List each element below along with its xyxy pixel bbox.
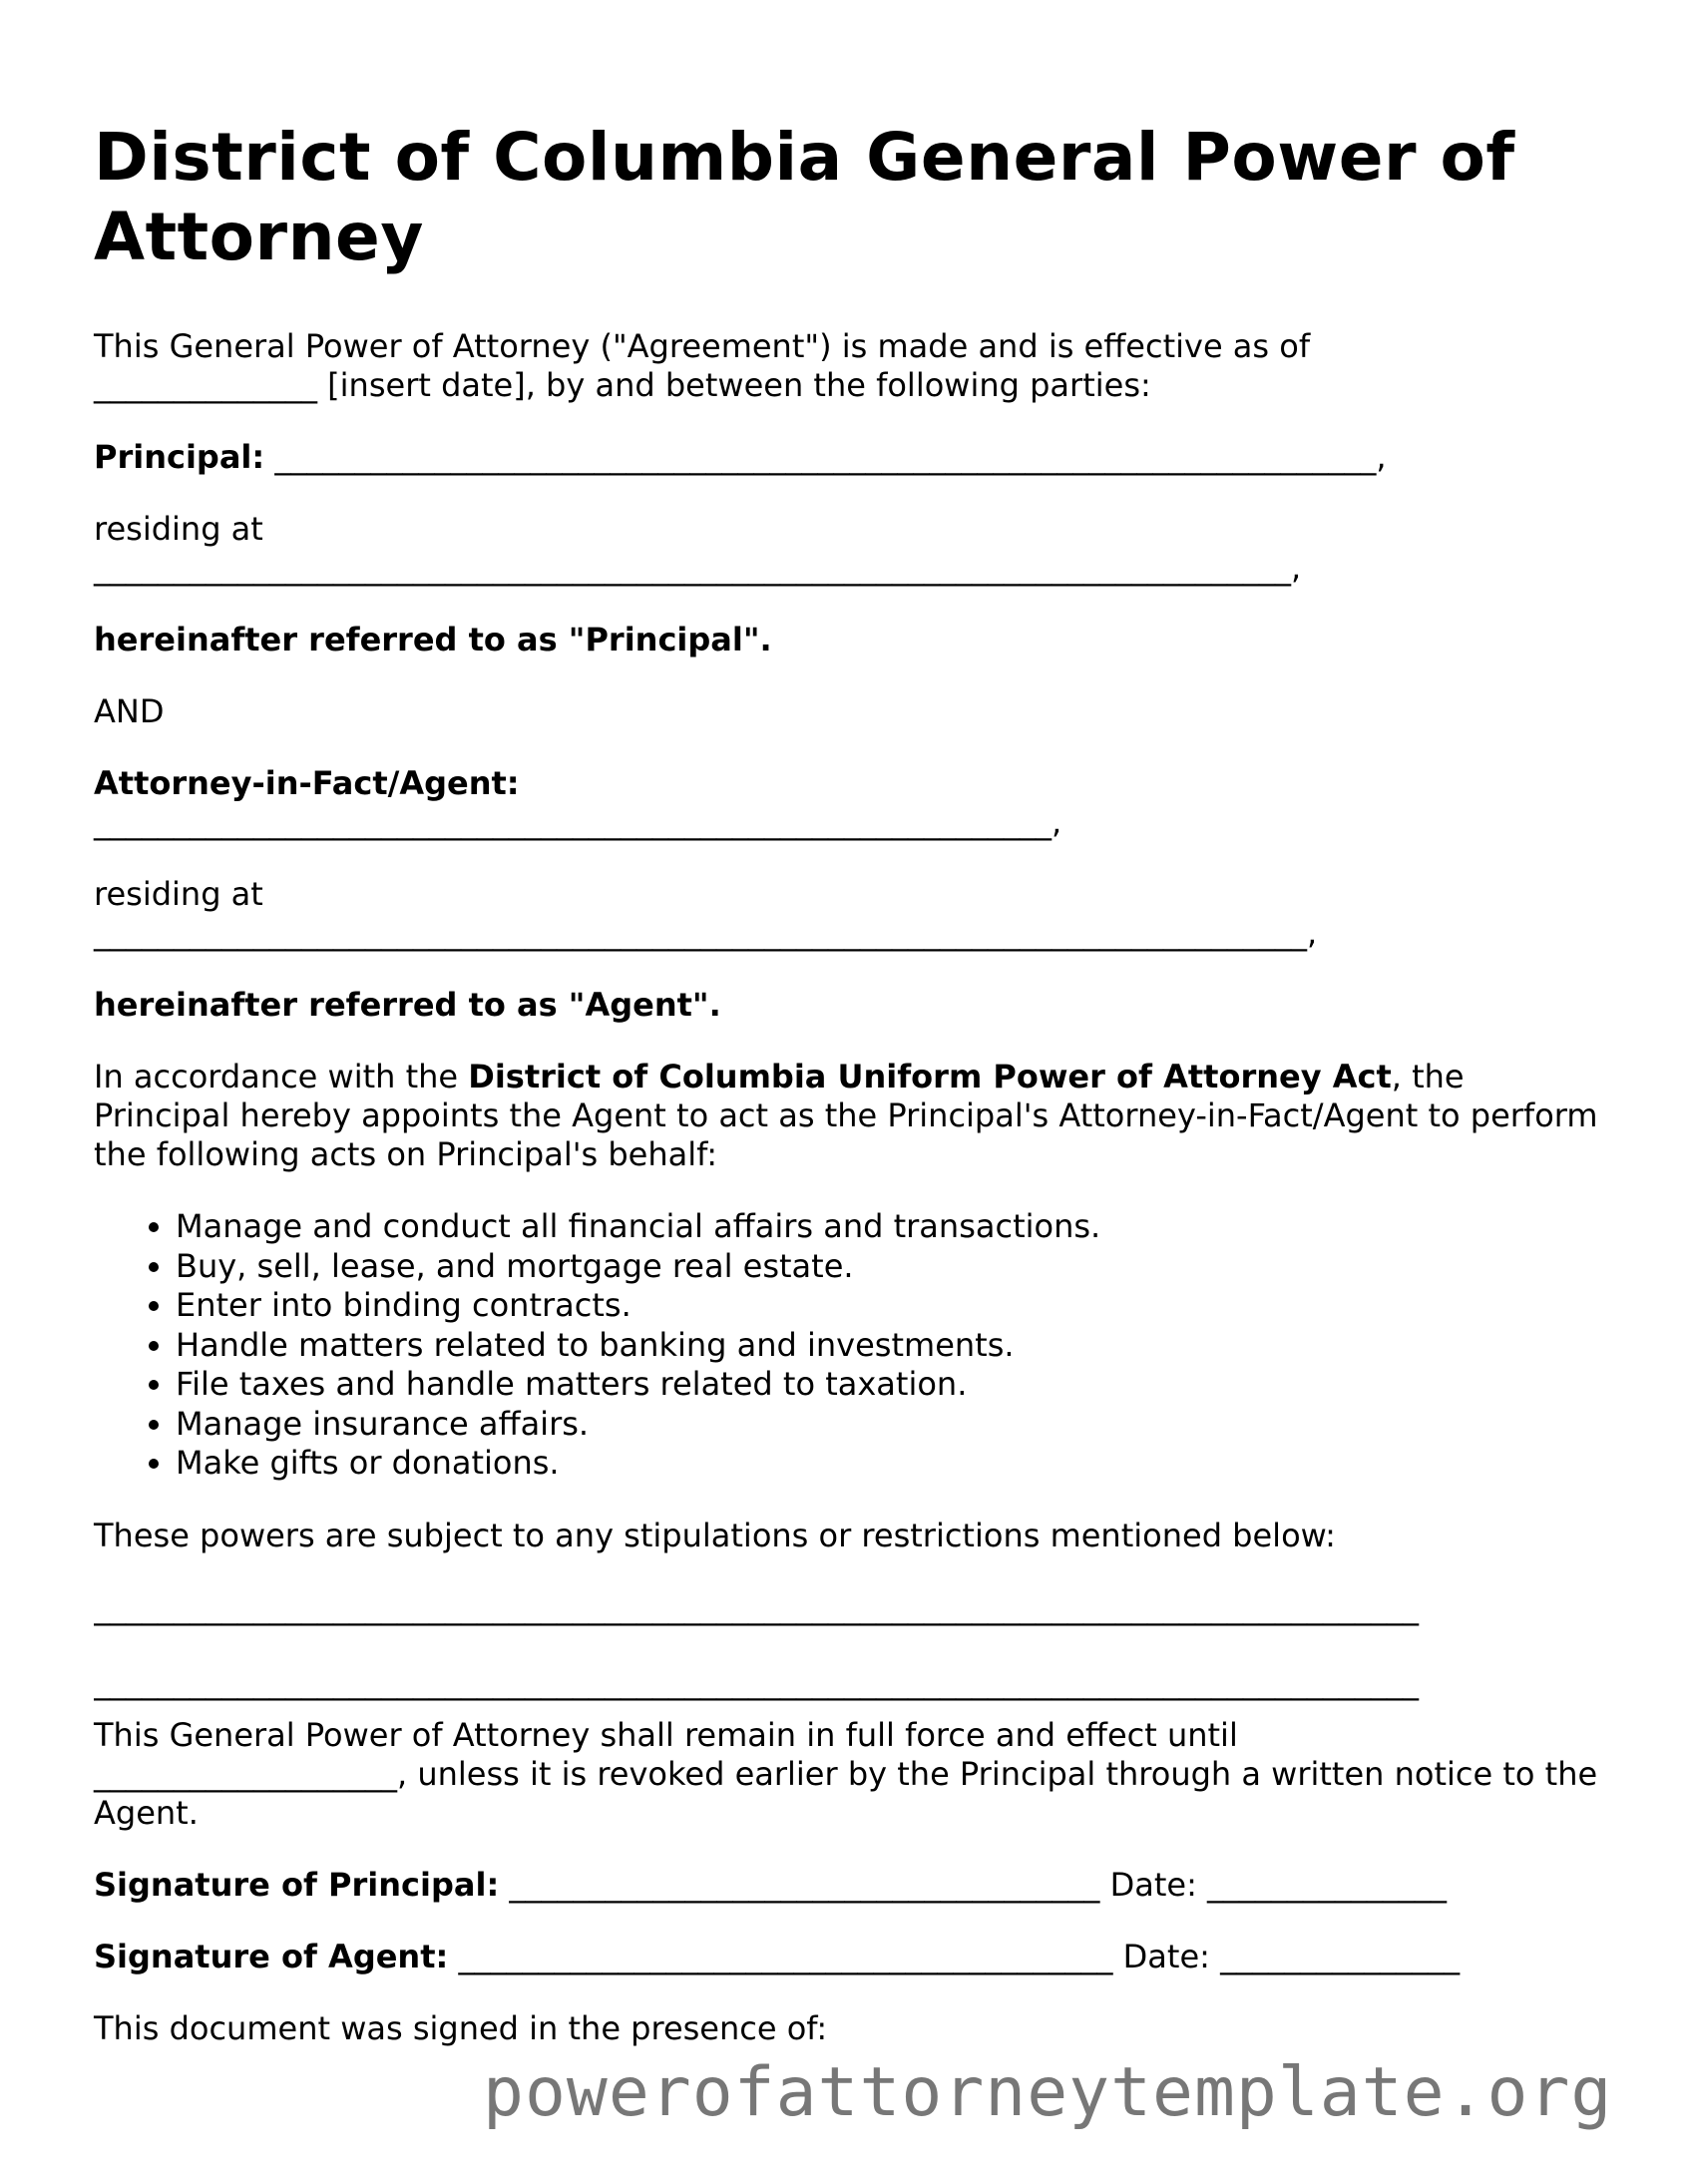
agent-name-blank[interactable]: ____________________________________________________________, <box>94 803 1062 841</box>
agent-date-blank[interactable]: _______________ <box>1209 1937 1461 1975</box>
intro-line-1: This General Power of Attorney ("Agreement") is made and is effective as of <box>94 327 1311 365</box>
list-item: • Handle matters related to banking and investments. <box>176 1326 1610 1366</box>
and-text: AND <box>94 692 165 730</box>
presence-text: This document was signed in the presence of: <box>94 2008 828 2047</box>
principal-label: Principal: <box>94 438 265 476</box>
effect-rest: ___________________, unless it is revoked earlier by the Principal through a written notice to the Agent. <box>94 1754 1598 1832</box>
signature-agent-blank[interactable]: _________________________________________ <box>448 1937 1123 1975</box>
accordance-pre: In accordance with the <box>94 1058 469 1095</box>
effect-line-1: This General Power of Attorney shall remain in full force and effect until <box>94 1715 1238 1754</box>
powers-list <box>94 1207 1610 1484</box>
signature-principal-blank[interactable]: _____________________________________ <box>499 1865 1110 1904</box>
document-title: District of Columbia General Power of Attorney <box>94 119 1515 275</box>
effect-paragraph <box>94 1716 1610 1833</box>
principal-residence <box>94 510 1610 588</box>
principal-date-blank[interactable]: _______________ <box>1196 1865 1448 1904</box>
list-item: • Buy, sell, lease, and mortgage real estate. <box>176 1247 1610 1287</box>
principal-name-blank[interactable]: _____________________________________________________________________, <box>264 438 1387 476</box>
list-item: • Manage insurance affairs. <box>176 1405 1610 1445</box>
agent-residence <box>94 875 1610 953</box>
act-name: District of Columbia Uniform Power of Attorney Act <box>468 1058 1392 1095</box>
principal-address-blank[interactable]: ___________________________________________________________________________, <box>94 549 1302 587</box>
agent-date-label: Date: <box>1122 1937 1210 1975</box>
principal-date-label: Date: <box>1109 1865 1197 1904</box>
hereinafter-principal: hereinafter referred to as "Principal". <box>94 621 772 658</box>
watermark-text: powerofattorneytemplate.org <box>483 2053 1613 2132</box>
residing-at-label-1: residing at <box>94 510 263 548</box>
signature-principal-label: Signature of Principal: <box>94 1865 500 1904</box>
stipulations-text: These powers are subject to any stipulations or restrictions mentioned below: <box>94 1516 1336 1554</box>
list-item: • File taxes and handle matters related to taxation. <box>176 1365 1610 1405</box>
list-item: • Manage and conduct all financial affairs and transactions. <box>176 1207 1610 1247</box>
residing-at-label-2: residing at <box>94 875 263 913</box>
signature-agent-label: Signature of Agent: <box>94 1937 449 1975</box>
signature-agent-line <box>94 1938 1610 1976</box>
agent-label: Attorney-in-Fact/Agent: <box>94 764 520 802</box>
agent-address-blank[interactable]: ____________________________________________________________________________, <box>94 914 1318 952</box>
list-item: • Make gifts or donations. <box>176 1444 1610 1484</box>
list-item: • Enter into binding contracts. <box>176 1286 1610 1326</box>
stipulation-blank-2[interactable]: ___________________________________________________________________________________ <box>94 1662 1419 1701</box>
principal-line <box>94 438 1610 477</box>
accordance-post: , the Principal hereby appoints the Agent to act as the Principal's Attorney-in-Fact/Agent to perform the following acts on Principal's behalf: <box>94 1058 1598 1173</box>
stipulation-blank-1[interactable]: ___________________________________________________________________________________ <box>94 1587 1419 1626</box>
intro-paragraph <box>94 327 1610 405</box>
signature-principal-line <box>94 1866 1610 1905</box>
intro-line-2: ______________ [insert date], by and between the following parties: <box>94 366 1151 404</box>
hereinafter-agent: hereinafter referred to as "Agent". <box>94 986 721 1024</box>
agent-line <box>94 764 1610 842</box>
document-page <box>94 118 1610 2081</box>
accordance-paragraph <box>94 1058 1610 1174</box>
